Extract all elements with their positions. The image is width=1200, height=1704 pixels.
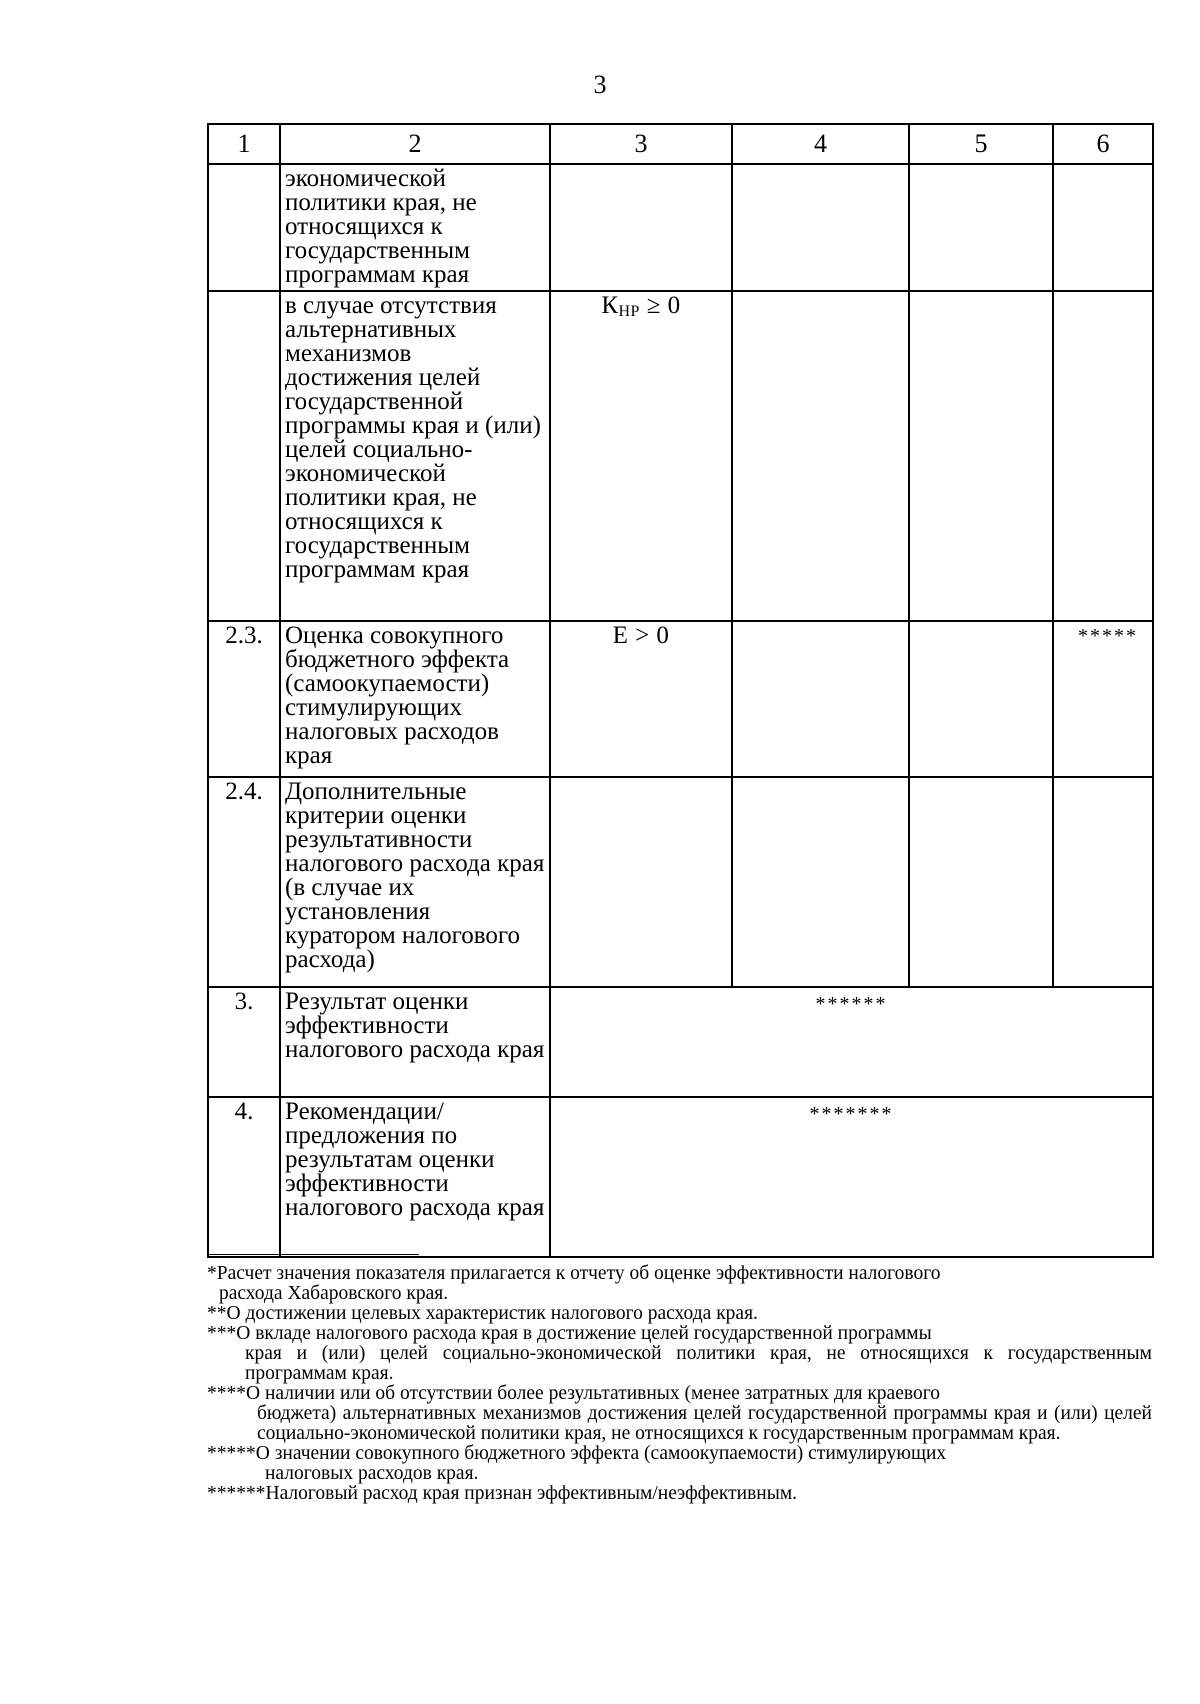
row-description: Оценка совокупного бюджетного эффекта (самоокупаемости) стимулирующих налоговых расходов края xyxy=(280,621,550,777)
evaluation-table xyxy=(207,123,1154,1258)
row-number: 2.4. xyxy=(208,777,280,987)
row-col5 xyxy=(909,291,1053,621)
table-row xyxy=(208,987,1153,1097)
footnote-marker: *** xyxy=(207,1323,237,1344)
footnote-marker: ***** xyxy=(207,1443,256,1464)
row-criterion xyxy=(550,777,732,987)
footnote-3 xyxy=(207,1324,1152,1384)
row-description: Рекомендации/ предложения по результатам оценки эффективности налогового расхода края xyxy=(280,1097,550,1257)
row-number xyxy=(208,164,280,291)
row-col4 xyxy=(732,291,909,621)
footnote-5 xyxy=(207,1444,1152,1484)
table-row xyxy=(208,621,1153,777)
footnote-text: О достижении целевых характеристик налогового расхода края. xyxy=(226,1303,758,1324)
footnote-marker: ** xyxy=(207,1303,227,1324)
footnote-marker: **** xyxy=(207,1383,246,1404)
footnote-text: Налоговый расход края признан эффективным/неэффективным. xyxy=(265,1483,798,1504)
row-col5 xyxy=(909,777,1053,987)
footnote-text: О вкладе налогового расхода края в достижение целей государственной программы xyxy=(236,1323,932,1344)
table-row xyxy=(208,1097,1153,1257)
row-description: экономической политики края, не относящихся к государственным программам края xyxy=(280,164,550,291)
row-criterion xyxy=(550,164,732,291)
row-number: 4. xyxy=(208,1097,280,1257)
table-row xyxy=(208,777,1153,987)
formula-condition: ≥ 0 xyxy=(639,292,681,319)
row-criterion xyxy=(550,291,732,621)
footnote-1 xyxy=(207,1264,1152,1304)
header-cell-2: 2 xyxy=(280,124,550,164)
row-col4 xyxy=(732,164,909,291)
footnote-text-continued: расхода Хабаровского края. xyxy=(219,1283,449,1304)
table-row xyxy=(208,291,1153,621)
row-number: 3. xyxy=(208,987,280,1097)
header-cell-1: 1 xyxy=(208,124,280,164)
row-note xyxy=(1053,164,1153,291)
footnotes xyxy=(207,1254,1152,1504)
footnote-text: О наличии или об отсутствии более результативных (менее затратных для краевого xyxy=(246,1383,940,1404)
footnote-text-continued: бюджета) альтернативных механизмов достижения целей государственной программы края и (или) целей социально-экономической политики края, не относящихся к государственным программам края. xyxy=(257,1403,1152,1444)
footnote-text: Расчет значения показателя прилагается к отчету об оценке эффективности налогового xyxy=(216,1263,941,1284)
header-cell-5: 5 xyxy=(909,124,1053,164)
row-merged-result: ****** xyxy=(550,987,1153,1097)
row-col5 xyxy=(909,164,1053,291)
table-row xyxy=(208,164,1153,291)
row-note: ***** xyxy=(1053,621,1153,777)
row-description: Дополнительные критерии оценки результативности налогового расхода края (в случае их установления куратором налогового расхода) xyxy=(280,777,550,987)
footnote-6 xyxy=(207,1484,1152,1504)
row-merged-result: ******* xyxy=(550,1097,1153,1257)
footnote-text: О значении совокупного бюджетного эффекта (самоокупаемости) стимулирующих xyxy=(255,1443,947,1464)
row-col5 xyxy=(909,621,1053,777)
row-note xyxy=(1053,777,1153,987)
row-note xyxy=(1053,291,1153,621)
row-description: Результат оценки эффективности налогового расхода края xyxy=(280,987,550,1097)
row-col4 xyxy=(732,621,909,777)
footnote-text-continued: налоговых расходов края. xyxy=(265,1463,479,1484)
row-criterion: E > 0 xyxy=(550,621,732,777)
page-number: 3 xyxy=(593,70,607,99)
formula-subscript: НР xyxy=(618,303,640,320)
header-cell-6: 6 xyxy=(1053,124,1153,164)
footnote-2 xyxy=(207,1304,1152,1324)
footnote-marker: ****** xyxy=(207,1483,266,1504)
table-header-row xyxy=(208,124,1153,164)
row-number xyxy=(208,291,280,621)
header-cell-4: 4 xyxy=(732,124,909,164)
footnote-4 xyxy=(207,1384,1152,1444)
row-number: 2.3. xyxy=(208,621,280,777)
row-description: в случае отсутствия альтернативных механизмов достижения целей государственной программы края и (или) целей социально-экономической политики края, не относящихся к государственным программам края xyxy=(280,291,550,621)
footnote-marker: * xyxy=(207,1263,217,1284)
row-col4 xyxy=(732,777,909,987)
header-cell-3: 3 xyxy=(550,124,732,164)
formula-symbol: К xyxy=(601,292,619,319)
footnote-text-continued: края и (или) целей социально-экономической политики края, не относящихся к государственным программам края. xyxy=(245,1343,1152,1384)
